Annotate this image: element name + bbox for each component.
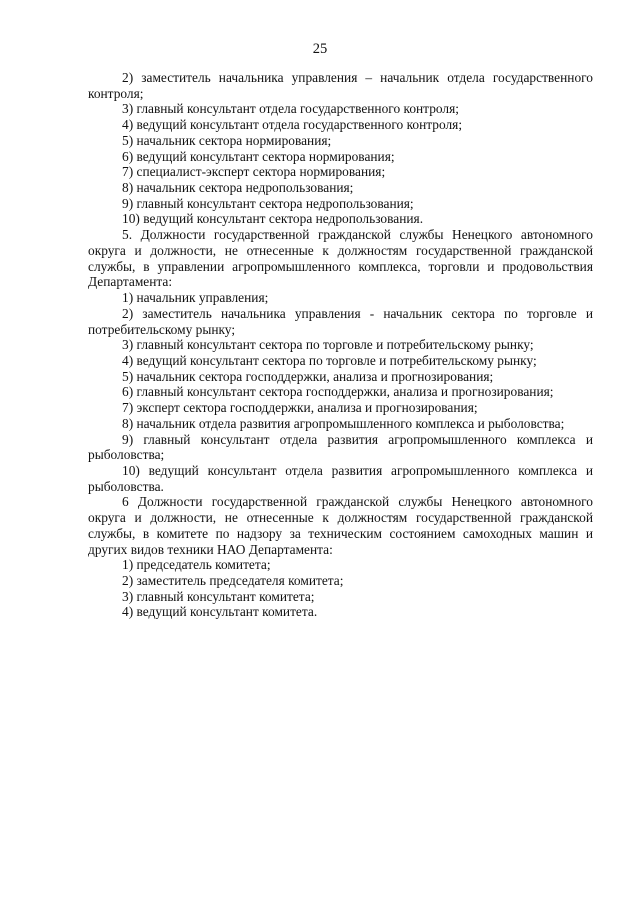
list-item: 9) главный консультант отдела развития агропромышленного комплекса и рыболовства; — [88, 431, 593, 463]
list-item: 4) ведущий консультант отдела государственного контроля; — [122, 117, 463, 133]
list-item: 6) главный консультант сектора господдержки, анализа и прогнозирования; — [122, 384, 554, 400]
list-item: 3) главный консультант комитета; — [122, 588, 315, 604]
list-item: 7) специалист-эксперт сектора нормирования; — [122, 164, 386, 180]
list-item: 1) начальник управления; — [122, 290, 269, 306]
document-body — [88, 70, 593, 620]
list-item: 5) начальник сектора нормирования; — [122, 132, 332, 148]
list-item: 2) заместитель начальника управления - начальник сектора по торговле и потребительскому рынку; — [88, 305, 593, 337]
list-item: 10) ведущий консультант отдела развития агропромышленного комплекса и рыболовства. — [88, 462, 593, 494]
section-6-heading: 6 Должности государственной гражданской службы Ненецкого автономного округа и должности, не отнесенные к должностям государственной гражданской службы, в комитете по надзору за техническим состоянием самоходных машин и других видов техники НАО Департамента: — [88, 494, 593, 557]
list-item: 2) заместитель начальника управления – начальник отдела государственного контроля; — [88, 70, 593, 101]
list-item: 7) эксперт сектора господдержки, анализа и прогнозирования; — [122, 400, 478, 416]
page-number: 25 — [312, 41, 328, 57]
list-item: 10) ведущий консультант сектора недропользования. — [122, 211, 424, 227]
list-item: 4) ведущий консультант сектора по торговле и потребительскому рынку; — [122, 352, 537, 368]
list-item: 3) главный консультант сектора по торговле и потребительскому рынку; — [122, 337, 534, 353]
list-item: 6) ведущий консультант сектора нормирования; — [122, 148, 395, 164]
list-item: 8) начальник отдела развития агропромышленного комплекса и рыболовства; — [122, 415, 565, 431]
section-5-heading: 5. Должности государственной гражданской службы Ненецкого автономного округа и должности, не отнесенные к должностям государственной гражданской службы, в управлении агропромышленного комплекса, торговли и продовольствия Департамента: — [88, 227, 593, 290]
list-item: 5) начальник сектора господдержки, анализа и прогнозирования; — [122, 368, 494, 384]
list-item: 3) главный консультант отдела государственного контроля; — [122, 101, 459, 117]
list-item: 8) начальник сектора недропользования; — [122, 180, 354, 196]
list-item: 2) заместитель председателя комитета; — [122, 573, 344, 588]
list-item: 4) ведущий консультант комитета. — [122, 604, 318, 620]
list-item: 9) главный консультант сектора недропользования; — [122, 195, 414, 211]
list-item: 1) председатель комитета; — [122, 557, 271, 573]
